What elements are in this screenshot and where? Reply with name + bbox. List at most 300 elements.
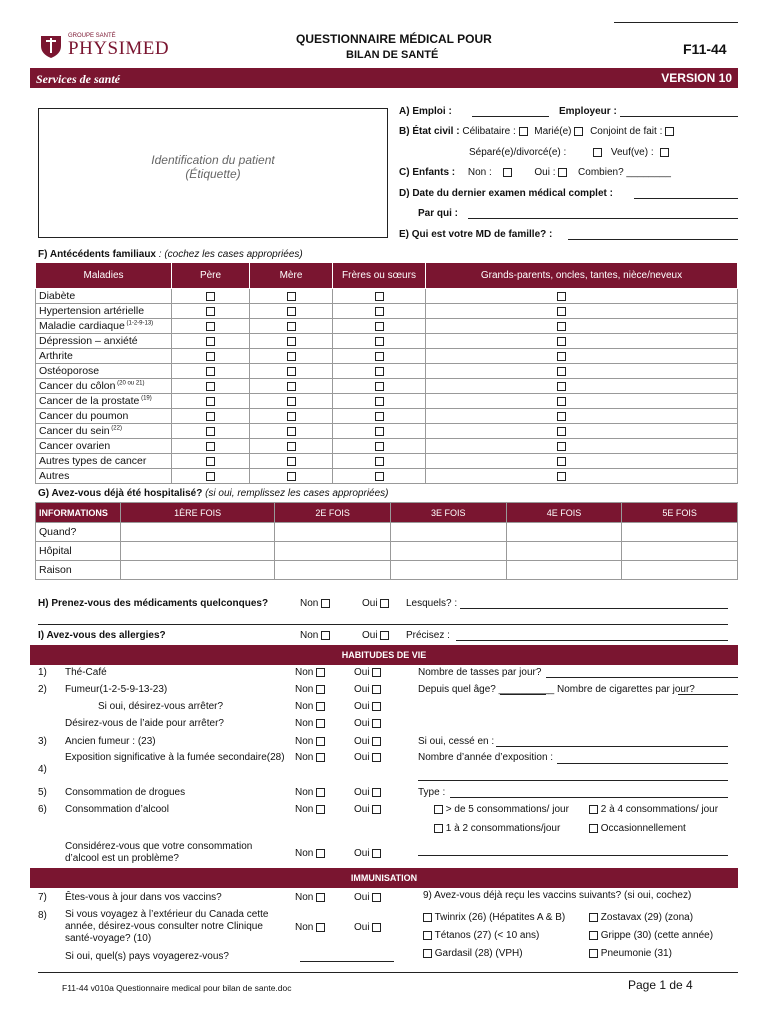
habit-oui-checkbox[interactable] [372,668,381,677]
hospital-cell[interactable] [121,523,275,542]
hospital-cell[interactable] [275,523,391,542]
medicaments-oui-label: Oui [362,598,378,609]
habit-oui-checkbox[interactable] [372,753,381,762]
hospital-row [36,561,738,580]
pays-label: Si oui, quel(s) pays voyagerez-vous? [65,951,229,962]
habit-oui [354,718,381,729]
family-checkbox[interactable] [287,382,296,391]
ref-superscript: (22) [109,425,122,432]
ref-superscript: (1-2-9-13) [124,320,154,327]
habit-field[interactable] [496,746,728,747]
family-checkbox[interactable] [557,352,566,361]
family-cell [172,379,250,394]
habit-oui-label: Oui [354,684,370,695]
habit-field[interactable] [418,780,728,781]
hosp-col-info: INFORMATIONS [36,503,121,523]
habit-oui [354,787,381,798]
q8-oui [354,922,381,933]
habit-non [295,701,325,712]
habit-non-checkbox[interactable] [316,737,325,746]
vaccin-pneumonie-checkbox[interactable] [589,949,598,958]
habit-oui-checkbox[interactable] [372,685,381,694]
family-checkbox[interactable] [557,337,566,346]
marie-checkbox[interactable] [574,127,583,136]
vaccin-grippe-checkbox[interactable] [589,931,598,940]
form-code: F11-44 [683,41,727,57]
family-checkbox[interactable] [557,292,566,301]
habit-oui [354,701,381,712]
habit-non [295,752,325,763]
habit-right: Depuis quel âge? __________ Nombre de cigarettes par jour? [418,684,695,695]
q9-label: 9) Avez-vous déjà reçu les vaccins suivants? (si oui, cochez) [423,890,692,901]
family-title-sub: : (cochez les cases appropriées) [156,249,303,260]
q7-oui-checkbox[interactable] [372,893,381,902]
q7-non [295,892,325,903]
alcool-opt-4-label: Occasionnellement [600,823,686,834]
family-checkbox[interactable] [287,307,296,316]
patient-id-label: Identification du patient [151,153,275,167]
family-checkbox[interactable] [287,412,296,421]
lesquels-label: Lesquels? : [406,598,458,609]
family-row [36,469,738,484]
probleme-non [295,848,325,859]
vaccin-grippe [589,930,713,941]
habitudes-title: HABITUDES DE VIE [341,650,427,660]
family-cell [333,334,426,349]
hospital-cell[interactable] [390,523,506,542]
habit-non-label: Non [295,684,314,695]
alcool-opt-4-checkbox[interactable] [589,824,598,833]
q7-num: 7) [38,892,47,903]
family-checkbox[interactable] [557,367,566,376]
family-cell [333,424,426,439]
family-checkbox[interactable] [375,472,384,481]
allergies-non [300,630,330,641]
habit-non-checkbox[interactable] [316,685,325,694]
family-checkbox[interactable] [206,427,215,436]
vaccin-tetanos-checkbox[interactable] [423,931,432,940]
hospital-cell[interactable] [390,561,506,580]
vaccin-gardasil-checkbox[interactable] [423,949,432,958]
family-cell [426,364,738,379]
habit-non [295,667,325,678]
family-checkbox[interactable] [375,352,384,361]
services-label: Services de santé [36,72,120,86]
family-disease: Hypertension artérielle [36,304,172,319]
family-cell [426,454,738,469]
family-checkbox[interactable] [206,442,215,451]
family-cell [426,469,738,484]
family-checkbox[interactable] [557,322,566,331]
alcool-opt-3 [434,823,560,834]
family-checkbox[interactable] [557,307,566,316]
hospital-cell[interactable] [622,542,738,561]
vaccin-tetanos-label: Tétanos (27) (< 10 ans) [434,930,540,941]
habit-label: Fumeur(1-2-5-9-13-23) [65,684,168,695]
allergies-non-label: Non [300,630,319,641]
vaccin-zostavax-checkbox[interactable] [589,913,598,922]
precisez-field[interactable] [456,640,728,641]
habit-non [295,736,325,747]
enfants-oui-label: Oui : [534,167,556,178]
habit-oui-checkbox[interactable] [372,719,381,728]
logo-group: GROUPE SANTÉ [68,33,116,39]
immunisation-title: IMMUNISATION [350,873,418,883]
family-checkbox[interactable] [206,382,215,391]
family-row [36,364,738,379]
emploi-field[interactable] [472,116,549,117]
habit-label: Si oui, désirez-vous arrêter? [98,701,224,712]
family-disease: Ostéoporose [36,364,172,379]
hospital-cell[interactable] [121,561,275,580]
family-checkbox[interactable] [206,307,215,316]
habit-non-label: Non [295,667,314,678]
family-disease: Autres types de cancer [36,454,172,469]
family-checkbox[interactable] [287,337,296,346]
alcool-opt-2-checkbox[interactable] [589,805,598,814]
family-checkbox[interactable] [287,322,296,331]
q8-non-checkbox[interactable] [316,923,325,932]
alcool-opt-2-label: 2 à 4 consommations/ jour [600,804,719,815]
family-disease: Cancer du sein $^{(22)}$ [36,424,172,439]
hospital-cell[interactable] [506,542,622,561]
family-checkbox[interactable] [206,412,215,421]
q7-label: Êtes-vous à jour dans vos vaccins? [65,892,222,903]
family-cell [172,424,250,439]
services-band [30,68,738,88]
family-checkbox[interactable] [206,397,215,406]
habit-field[interactable] [557,763,728,764]
habit-non [295,718,325,729]
alcool-opt-1 [434,804,569,815]
family-checkbox[interactable] [287,352,296,361]
q8-num: 8) [38,910,47,921]
family-title [38,249,303,260]
habit-label: Exposition significative à la fumée secondaire(28) [65,752,285,763]
hospital-row [36,523,738,542]
habit-right: Nombre d’année d’exposition : [418,752,554,763]
ref-superscript: (19) [139,395,152,402]
habit-non [295,684,325,695]
habit-non-checkbox[interactable] [316,788,325,797]
hospital-cell[interactable] [275,542,391,561]
habit-num: 3) [38,736,47,747]
ref-superscript: (20 ou 21) [115,380,145,387]
habit-non-checkbox[interactable] [316,719,325,728]
family-cell [333,364,426,379]
hosp-col-5: 5E FOIS [622,503,738,523]
family-cell [426,424,738,439]
page-title: QUESTIONNAIRE MÉDICAL POUR [296,32,492,46]
dernier-examen-label: D) Date du dernier examen médical complet : [399,188,613,199]
habit-right: Type : [418,787,446,798]
habit-label: Consommation de drogues [65,787,186,798]
enfants-label: C) Enfants : [399,167,456,178]
probleme-non-label: Non [295,848,314,859]
habit-field[interactable] [678,694,738,695]
family-checkbox[interactable] [557,412,566,421]
hospital-title-sub: (si oui, remplissez les cases appropriées) [202,488,389,499]
family-row [36,424,738,439]
hospital-cell[interactable] [506,523,622,542]
family-checkbox[interactable] [375,442,384,451]
family-checkbox[interactable] [287,292,296,301]
marie-label: Marié(e) [534,126,572,137]
medicaments-non [300,598,330,609]
q7-non-checkbox[interactable] [316,893,325,902]
family-disease: Maladie cardiaque $^{(1-2-9-13)}$ [36,319,172,334]
family-cell [426,334,738,349]
habit-right: Si oui, cessé en : [418,736,495,747]
family-checkbox[interactable] [557,397,566,406]
alcool-opt-3-checkbox[interactable] [434,824,443,833]
medicaments-label: H) Prenez-vous des médicaments quelconques? [38,598,269,609]
family-row [36,319,738,334]
family-checkbox[interactable] [206,457,215,466]
version-label: VERSION 10 [661,71,732,85]
family-checkbox[interactable] [206,337,215,346]
q7-oui-label: Oui [354,892,370,903]
habit-non-label: Non [295,736,314,747]
family-cell [426,349,738,364]
habit-oui-label: Oui [354,667,370,678]
hosp-col-2: 2E FOIS [275,503,391,523]
enfants-non-checkbox[interactable] [503,168,512,177]
family-checkbox[interactable] [375,397,384,406]
q8-oui-checkbox[interactable] [372,923,381,932]
family-cell [172,334,250,349]
habit-oui [354,752,381,763]
hospital-cell[interactable] [622,523,738,542]
family-cell [250,394,333,409]
family-row [36,394,738,409]
habit-non-checkbox[interactable] [316,753,325,762]
family-cell [250,424,333,439]
habit-non-checkbox[interactable] [316,805,325,814]
habit-field[interactable] [546,677,738,678]
col-freres: Frères ou sœurs [333,263,426,289]
family-checkbox[interactable] [206,472,215,481]
family-disease: Arthrite [36,349,172,364]
vaccin-tetanos [423,930,539,941]
habit-oui-checkbox[interactable] [372,702,381,711]
family-checkbox[interactable] [557,427,566,436]
hospital-cell[interactable] [622,561,738,580]
probleme-non-checkbox[interactable] [316,849,325,858]
habit-non-checkbox[interactable] [316,668,325,677]
habit-right: Nombre de tasses par jour? [418,667,542,678]
hospital-cell[interactable] [390,542,506,561]
habit-oui-checkbox[interactable] [372,737,381,746]
logo-brand: PHYSIMED [68,38,170,59]
habit-oui [354,684,381,695]
enfants-row [399,167,671,178]
hospital-title [38,488,389,499]
habit-label: Thé-Café [65,667,107,678]
page-subtitle: BILAN DE SANTÉ [346,49,439,61]
family-cell [172,469,250,484]
family-checkbox[interactable] [206,367,215,376]
family-checkbox[interactable] [375,412,384,421]
family-cell [172,364,250,379]
habit-oui-label: Oui [354,752,370,763]
family-cell [426,289,738,304]
celibataire-label: Célibataire : [462,126,516,137]
medicaments-non-label: Non [300,598,319,609]
family-cell [172,454,250,469]
q8-non [295,922,325,933]
family-cell [172,439,250,454]
family-row [36,349,738,364]
family-cell [333,349,426,364]
celibataire-checkbox[interactable] [519,127,528,136]
probleme-field[interactable] [418,855,728,856]
habit-oui [354,736,381,747]
habit-num: 2) [38,684,47,695]
allergies-non-checkbox[interactable] [321,631,330,640]
probleme-oui-checkbox[interactable] [372,849,381,858]
veuf-checkbox[interactable] [660,148,669,157]
col-mere: Mère [250,263,333,289]
family-cell [250,469,333,484]
patient-id-box[interactable] [38,108,388,238]
family-cell [426,319,738,334]
pays-field[interactable] [300,961,394,962]
habit-non [295,804,325,815]
habit-oui-checkbox[interactable] [372,805,381,814]
family-checkbox[interactable] [287,457,296,466]
vaccin-pneumonie [589,948,672,959]
vaccin-twinrix [423,912,565,923]
hospital-cell[interactable] [506,561,622,580]
q8-oui-label: Oui [354,922,370,933]
family-row [36,409,738,424]
family-cell [333,319,426,334]
family-cell [172,394,250,409]
family-checkbox[interactable] [375,322,384,331]
family-row [36,334,738,349]
family-checkbox[interactable] [375,337,384,346]
allergies-oui-label: Oui [362,630,378,641]
family-checkbox[interactable] [206,352,215,361]
patient-etiquette: (Étiquette) [185,167,241,181]
habit-num: 1) [38,667,47,678]
habit-oui [354,804,381,815]
family-checkbox[interactable] [206,322,215,331]
family-row [36,439,738,454]
family-checkbox[interactable] [557,442,566,451]
family-checkbox[interactable] [375,292,384,301]
alcool-opt-1-checkbox[interactable] [434,805,443,814]
physimed-shield-icon [40,34,62,58]
family-cell [250,319,333,334]
habit-field[interactable] [450,797,728,798]
employeur-field[interactable] [620,116,738,117]
family-row [36,454,738,469]
family-checkbox[interactable] [206,292,215,301]
family-cell [426,304,738,319]
habit-oui-checkbox[interactable] [372,788,381,797]
family-checkbox[interactable] [287,367,296,376]
family-checkbox[interactable] [287,472,296,481]
lesquels-field-2[interactable] [38,624,728,625]
vaccin-twinrix-checkbox[interactable] [423,913,432,922]
habit-field[interactable] [500,694,546,695]
hospitalization-table [35,502,738,580]
family-row [36,304,738,319]
alcool-opt-4 [589,823,686,834]
family-checkbox[interactable] [375,367,384,376]
md-famille-field[interactable] [568,239,738,240]
family-cell [333,394,426,409]
alcool-probleme-label: Considérez-vous que votre consommation d’alcool est un problème? [65,841,253,864]
separe-checkbox[interactable] [593,148,602,157]
habit-non-label: Non [295,804,314,815]
family-checkbox[interactable] [557,457,566,466]
footer-page: Page 1 de 4 [628,978,693,992]
allergies-oui-checkbox[interactable] [380,631,389,640]
family-checkbox[interactable] [557,472,566,481]
habit-non-label: Non [295,718,314,729]
conjoint-checkbox[interactable] [665,127,674,136]
hospital-row-label: Hôpital [36,542,121,561]
family-checkbox[interactable] [375,457,384,466]
family-cell [333,289,426,304]
habit-non-checkbox[interactable] [316,702,325,711]
par-qui-field[interactable] [468,218,738,219]
medicaments-oui [362,598,389,609]
family-cell [426,379,738,394]
probleme-oui [354,848,381,859]
alcool-opt-1-label: > de 5 consommations/ jour [445,804,569,815]
medicaments-non-checkbox[interactable] [321,599,330,608]
family-cell [250,289,333,304]
hospital-cell[interactable] [275,561,391,580]
immunisation-band [30,868,738,888]
family-checkbox[interactable] [287,442,296,451]
family-cell [250,304,333,319]
enfants-oui-checkbox[interactable] [558,168,567,177]
dernier-examen-field[interactable] [634,198,738,199]
lesquels-field[interactable] [460,608,728,609]
family-cell [426,439,738,454]
habit-non [295,787,325,798]
family-checkbox[interactable] [287,427,296,436]
conjoint-label: Conjoint de fait : [590,126,663,137]
allergies-oui [362,630,389,641]
col-pere: Père [172,263,250,289]
precisez-label: Précisez : [406,630,450,641]
family-history-table [35,262,738,484]
hospital-cell[interactable] [121,542,275,561]
vaccin-zostavax-label: Zostavax (29) (zona) [600,912,694,923]
combien-label: Combien? ________ [578,167,671,178]
habit-label: Désirez-vous de l’aide pour arrêter? [65,718,224,729]
family-checkbox[interactable] [375,307,384,316]
family-disease: Dépression – anxiété [36,334,172,349]
family-checkbox[interactable] [287,397,296,406]
family-checkbox[interactable] [375,427,384,436]
family-row [36,379,738,394]
habit-oui-label: Oui [354,718,370,729]
medicaments-oui-checkbox[interactable] [380,599,389,608]
etat-civil-row [399,126,674,137]
alcool-opt-2 [589,804,718,815]
family-checkbox[interactable] [557,382,566,391]
family-checkbox[interactable] [375,382,384,391]
footer-rule [38,972,738,973]
separe-row [469,147,669,158]
